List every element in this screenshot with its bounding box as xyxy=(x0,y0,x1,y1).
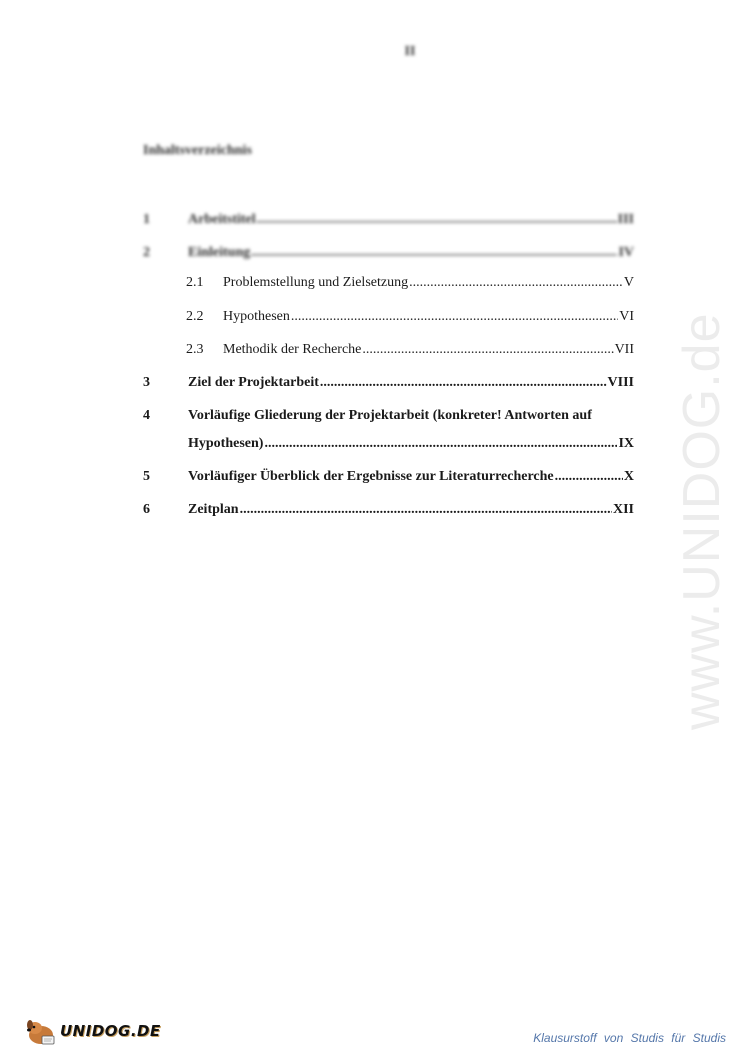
toc-entry-title: Vorläufiger Überblick der Ergebnisse zur Literaturrecherche xyxy=(188,469,554,484)
toc-entry-2-2 xyxy=(186,308,634,326)
page-number: II xyxy=(404,44,416,59)
toc-entry-number: 2.3 xyxy=(186,342,204,357)
toc-entry-page: VIII xyxy=(607,375,634,390)
toc-entry-page: IX xyxy=(618,436,634,451)
dot-leader xyxy=(555,468,623,486)
toc-entry-title: Problemstellung und Zielsetzung xyxy=(223,275,409,290)
toc-entry-page: XII xyxy=(612,502,634,517)
toc-entry-number: 3 xyxy=(143,375,150,390)
toc-entry-4-line2 xyxy=(188,435,634,453)
toc-entry-page: V xyxy=(623,275,634,290)
toc-entry-5 xyxy=(143,468,634,486)
watermark: www.UNIDOG.de xyxy=(673,312,731,730)
toc-entry-2-3 xyxy=(186,341,634,359)
toc-entry-2-1 xyxy=(186,274,634,292)
toc-entry-page: VII xyxy=(614,342,634,357)
dot-leader xyxy=(251,244,617,262)
toc-entry-page: IV xyxy=(618,245,634,260)
toc-entry-title: Zeitplan xyxy=(188,502,239,517)
toc-entry-page: III xyxy=(617,212,634,227)
toc-entry-4-line1 xyxy=(143,407,634,425)
toc-entry-number: 6 xyxy=(143,502,150,517)
dot-leader xyxy=(240,501,612,519)
dot-leader xyxy=(264,435,617,453)
toc-entry-page: X xyxy=(623,469,634,484)
toc-entry-number: 5 xyxy=(143,469,150,484)
toc-entry-1 xyxy=(143,211,634,229)
toc-entry-title: Arbeitstitel xyxy=(188,212,256,227)
toc-entry-number: 1 xyxy=(143,212,150,227)
dot-leader xyxy=(362,341,613,359)
toc-entry-page: VI xyxy=(619,309,634,324)
toc-entry-6 xyxy=(143,501,634,519)
toc-entry-title: Einleitung xyxy=(188,245,251,260)
toc-entry-number: 2.1 xyxy=(186,275,204,290)
toc-entry-number: 2 xyxy=(143,245,150,260)
toc-entry-title: Methodik der Recherche xyxy=(223,342,362,357)
dot-leader xyxy=(257,211,617,229)
unidog-logo[interactable] xyxy=(24,1016,161,1046)
logo-text: UNIDOG.DE xyxy=(60,1022,161,1040)
footer-tagline: Klausurstoff von Studis für Studis xyxy=(533,1031,726,1045)
toc-entry-number: 4 xyxy=(143,408,150,423)
dog-mascot-icon xyxy=(24,1016,58,1046)
toc-entry-title: Hypothesen xyxy=(223,309,290,324)
toc-entry-3 xyxy=(143,374,634,392)
toc-entry-number: 2.2 xyxy=(186,309,204,324)
toc-heading: Inhaltsverzeichnis xyxy=(143,143,252,158)
dot-leader xyxy=(320,374,607,392)
toc-entry-title: Ziel der Projektarbeit xyxy=(188,375,319,390)
dot-leader xyxy=(409,274,623,292)
toc-entry-2 xyxy=(143,244,634,262)
toc-entry-title: Vorläufige Gliederung der Projektarbeit (konkreter! Antworten auf xyxy=(188,408,592,423)
dot-leader xyxy=(291,308,618,326)
toc-entry-title-continued: Hypothesen) xyxy=(188,436,264,451)
